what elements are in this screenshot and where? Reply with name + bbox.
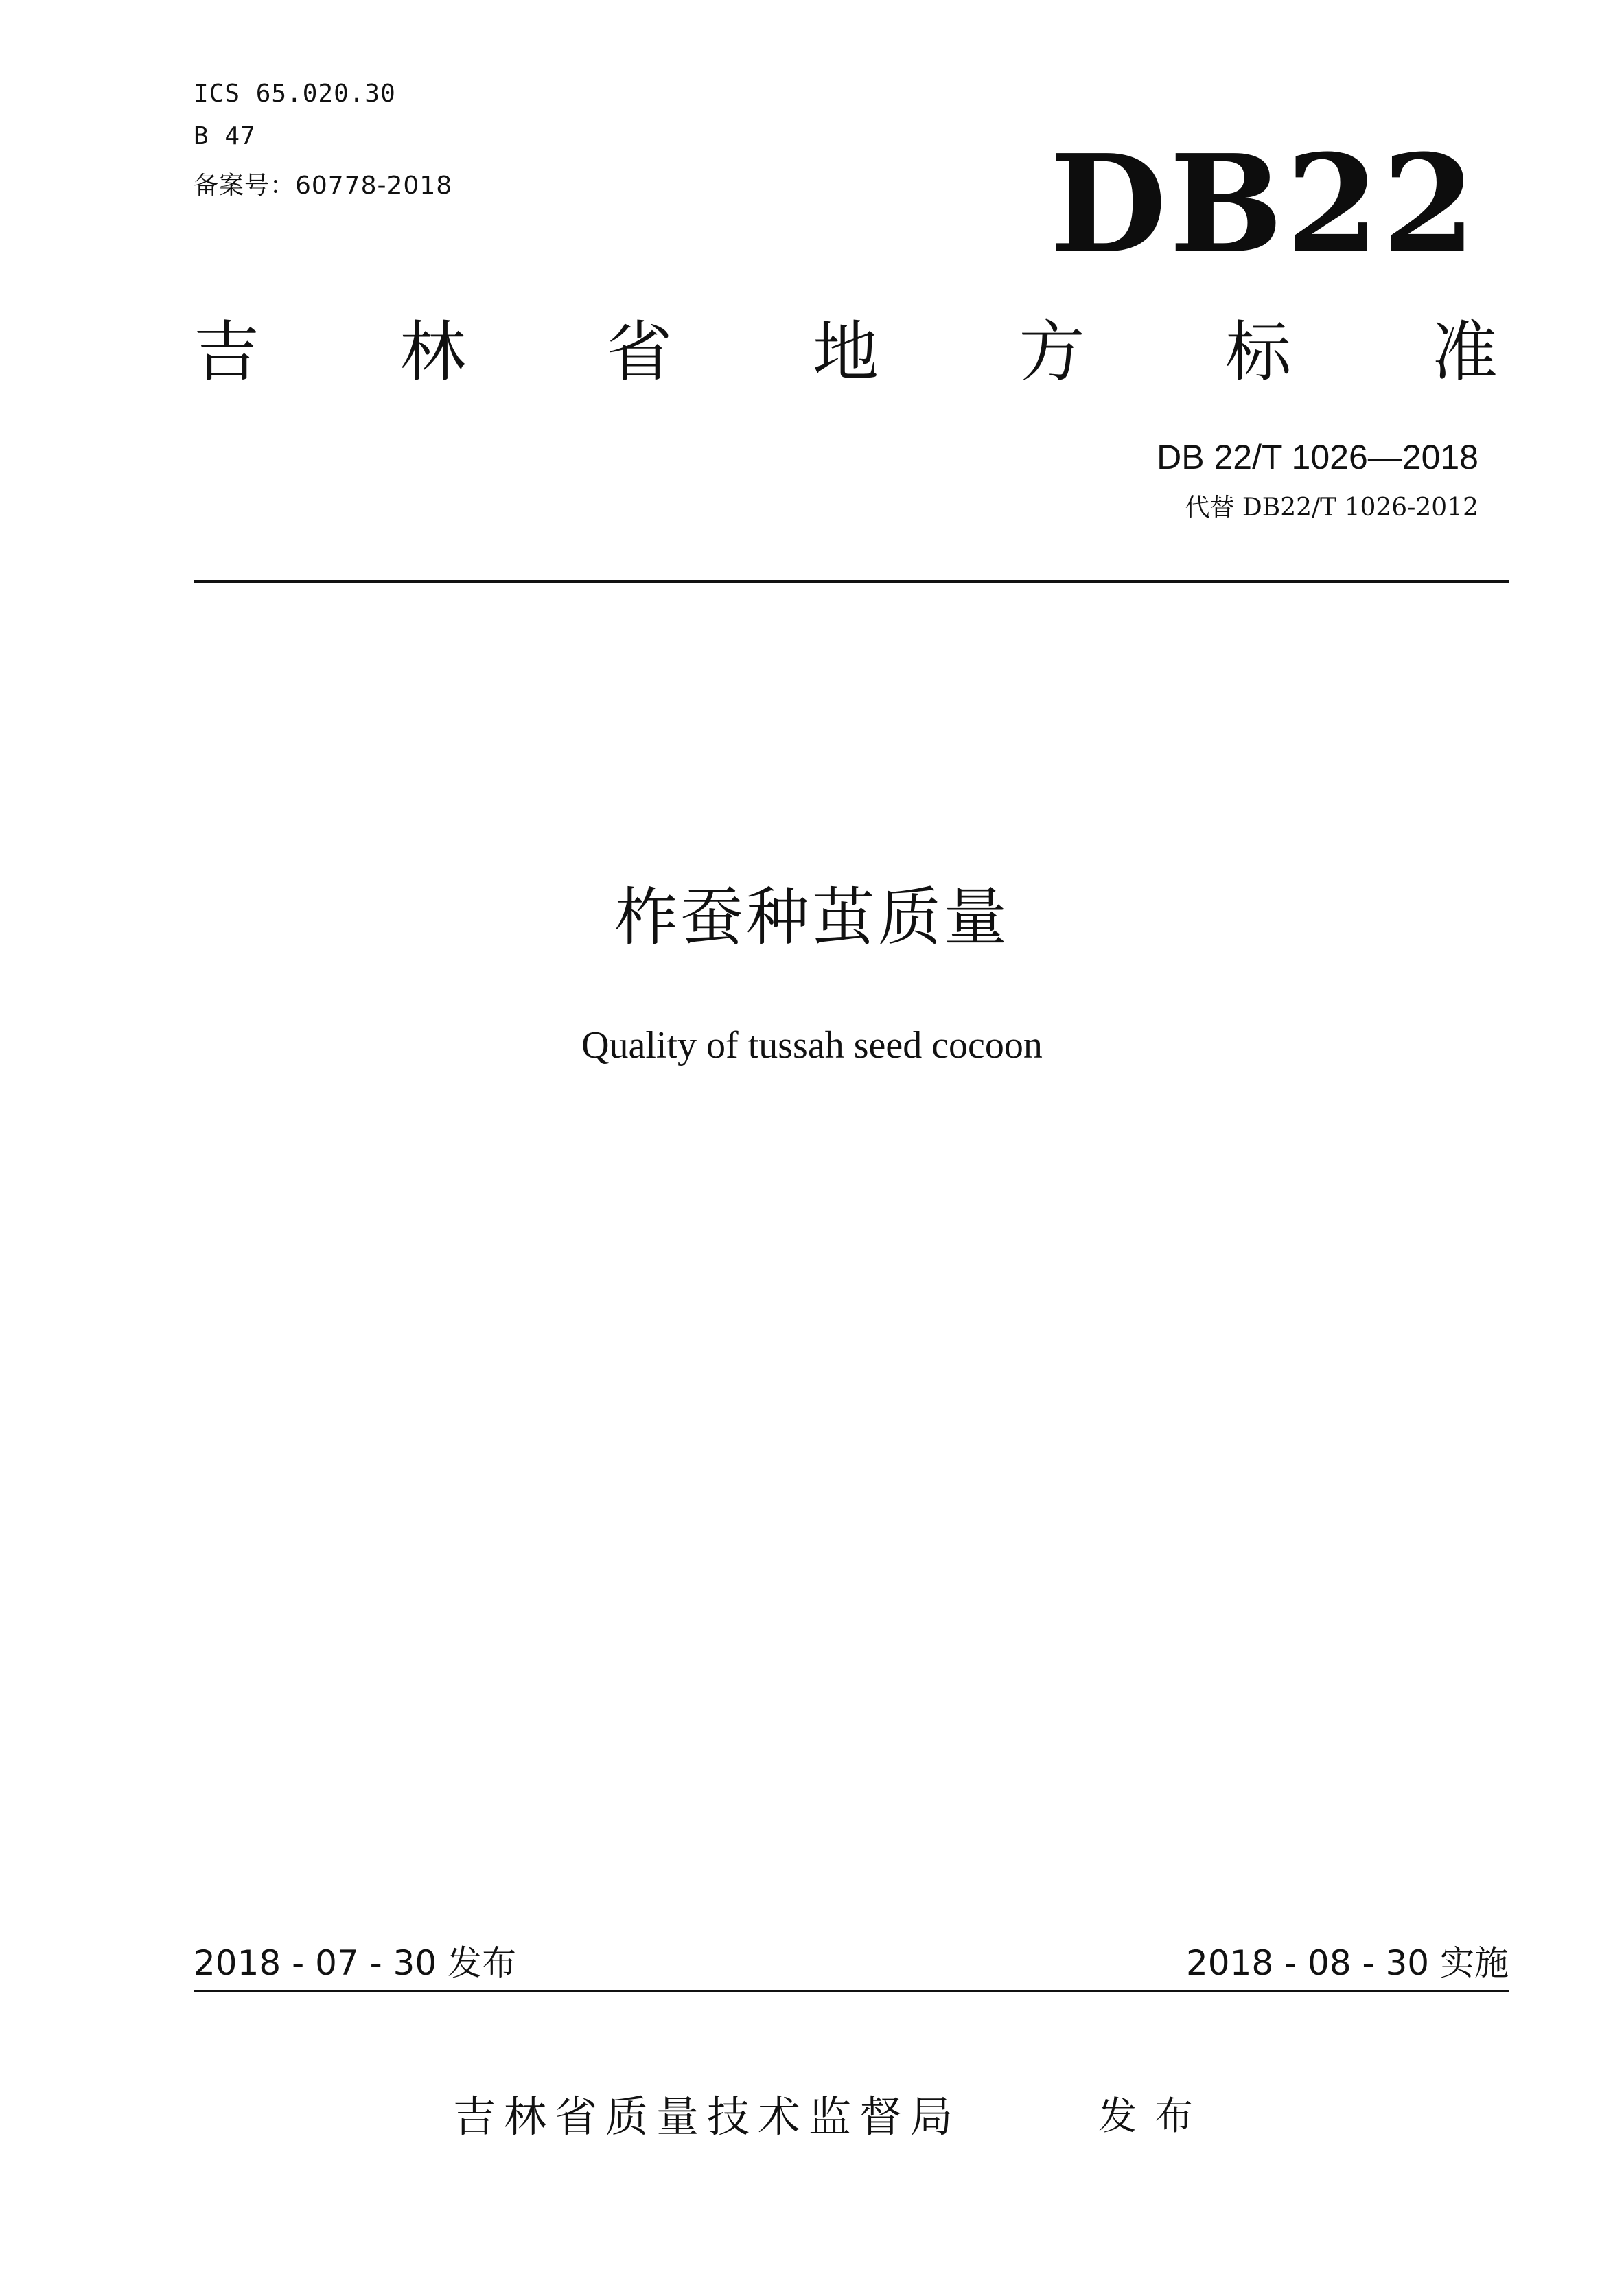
top-divider bbox=[194, 580, 1509, 583]
standard-number: DB 22/T 1026—2018 bbox=[1157, 438, 1478, 476]
db-logo: DB22 bbox=[1049, 126, 1478, 283]
title-chinese: 柞蚕种茧质量 bbox=[614, 881, 1010, 954]
ccs-code: B 47 bbox=[194, 122, 256, 150]
standard-type-char: 准 bbox=[1431, 314, 1498, 391]
issue-date: 2018 - 07 - 30 发布 bbox=[194, 1943, 517, 1983]
standard-type-char: 方 bbox=[1019, 314, 1085, 391]
standard-type-char: 标 bbox=[1225, 314, 1292, 391]
record-number: 备案号：60778-2018 bbox=[194, 172, 453, 200]
standard-type-char: 吉 bbox=[194, 314, 259, 391]
issuer-action: 发布 bbox=[1098, 2094, 1211, 2139]
effective-date: 2018 - 08 - 30 实施 bbox=[1185, 1943, 1509, 1983]
issuer-name: 吉林省质量技术监督局 bbox=[453, 2091, 962, 2142]
standard-type-char: 林 bbox=[399, 314, 466, 391]
standard-type-char: 省 bbox=[606, 314, 673, 391]
ics-code: ICS 65.020.30 bbox=[194, 80, 396, 108]
standard-type-heading bbox=[194, 314, 1498, 390]
bottom-divider bbox=[194, 1990, 1509, 1992]
standard-type-char: 地 bbox=[812, 314, 879, 391]
replaces-standard: 代替 DB22/T 1026-2012 bbox=[1185, 494, 1478, 522]
title-english: Quality of tussah seed cocoon bbox=[581, 1024, 1043, 1067]
